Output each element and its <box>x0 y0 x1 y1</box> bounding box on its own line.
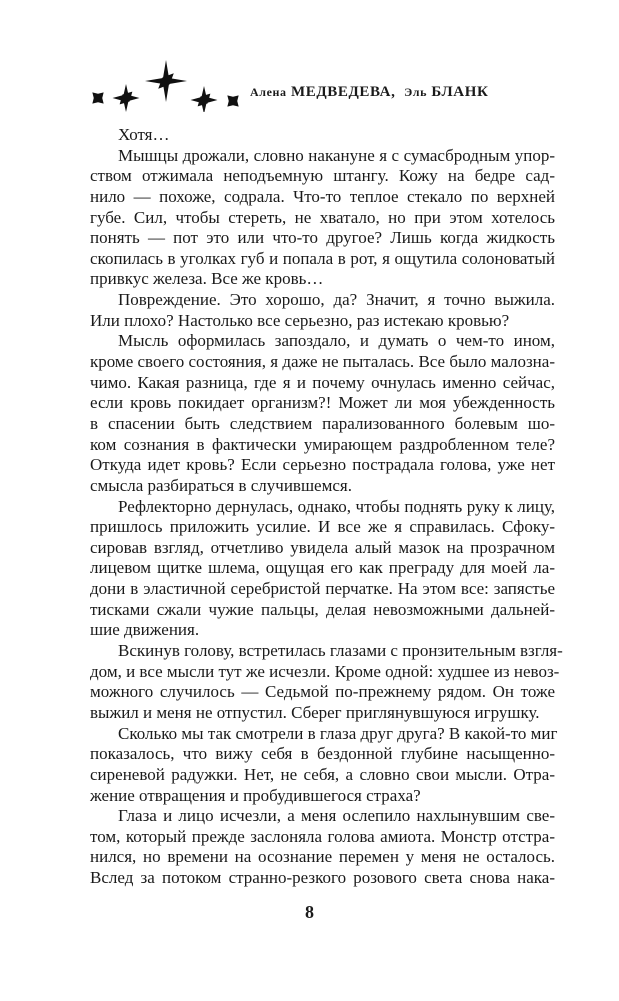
text-line: дом, и все мысли тут же исчезли. Кроме одной: худшее из невоз- <box>90 661 560 681</box>
text-line: Мышцы дрожали, словно накануне я с сумасбродным упор- <box>118 145 555 165</box>
paragraph <box>90 331 555 496</box>
text-line: Вскинув голову, встретилась глазами с пронзительным взгля- <box>118 641 563 661</box>
text-line: пришлось приложить усилие. И все же я справилась. Сфоку- <box>90 517 555 537</box>
body-text <box>90 125 563 889</box>
text-line: дони в эластичной серебристой перчатке. На этом все: запястье <box>90 579 555 599</box>
text-line: Откуда идет кровь? Если серьезно пострадала голова, уже нет <box>90 455 555 475</box>
text-line: понять — пот это или что-то другое? Лишь когда жидкость <box>90 228 555 248</box>
text-line: Повреждение. Это хорошо, да? Значит, я точно выжила. <box>118 290 555 310</box>
text-line: Мысль оформилась запоздало, и думать о чем-то ином, <box>118 331 555 351</box>
paragraph <box>90 290 555 331</box>
text-line: Рефлекторно дернулась, однако, чтобы поднять руку к лицу, <box>118 496 555 516</box>
running-header-authors <box>250 84 489 101</box>
text-line: том, который прежде заслоняла голова амиота. Монстр отстра- <box>90 826 555 846</box>
text-line: скопилась в уголках губ и попала в рот, я ощутила солоноватый <box>90 248 555 268</box>
text-line: кроме своего состояния, я даже не пыталась. Все было малозна- <box>90 352 555 372</box>
text-line: если кровь покидает организм?! Может ли моя убежденность <box>90 393 555 413</box>
text-line: Хотя… <box>118 125 170 144</box>
paragraph <box>90 723 558 807</box>
text-line: смысла разбираться в случившемся. <box>90 475 352 495</box>
text-line: губе. Сил, чтобы стереть, не хватало, но при этом хотелось <box>90 207 555 227</box>
coauthor-first-name: Эль <box>404 85 428 99</box>
stars-ornament-icon <box>86 56 246 112</box>
coauthor-last-name: БЛАНК <box>431 84 489 100</box>
text-line: тисками сжали чужие пальцы, делая невозможными дальней- <box>90 599 555 619</box>
text-line: выжил и меня не отпустил. Сберег приглянувшуюся игрушку. <box>90 702 540 722</box>
text-line: сировав взгляд, отчетливо увидела алый мазок на прозрачном <box>90 537 555 557</box>
text-line: показалось, что вижу себя в бездонной глубине насыщенно- <box>90 744 555 764</box>
text-line: нило — похоже, содрала. Что-то теплое стекало по верхней <box>90 186 555 206</box>
text-line: нился, но времени на осознание перемен у меня не осталось. <box>90 847 555 867</box>
page-number: 8 <box>305 902 314 922</box>
text-line: сиреневой радужки. Нет, не себя, а словно свои мысли. Отра- <box>90 764 555 784</box>
text-line: можного случилось — Седьмой по-прежнему рядом. Он тоже <box>90 682 555 702</box>
paragraph <box>90 146 555 290</box>
paragraph <box>90 806 555 889</box>
text-line: жение отвращения и пробудившегося страха? <box>90 785 421 805</box>
text-line: Вслед за потоком странно-резкого розового света снова нака- <box>90 868 555 888</box>
author-first-name: Алена <box>250 85 287 99</box>
text-line: лицевом щитке шлема, ощущая его как преграду для моей ла- <box>90 558 555 578</box>
text-line: чимо. Какая разница, где я и почему очнулась именно сейчас, <box>90 372 555 392</box>
text-line: в спасении быть следствием парализованного болевым шо- <box>90 413 555 433</box>
text-line: ством отжимала неподъемную штангу. Кожу на бедре сад- <box>90 166 555 186</box>
text-line: привкус железа. Все же кровь… <box>90 269 324 289</box>
paragraph <box>90 125 555 146</box>
text-line: Глаза и лицо исчезли, а меня ослепило нахлынувшим све- <box>118 806 555 826</box>
author-last-name: МЕДВЕДЕВА, <box>291 84 396 100</box>
paragraph <box>90 641 563 724</box>
text-line: Сколько мы так смотрели в глаза друг друга? В какой-то миг <box>118 723 558 743</box>
text-line: Или плохо? Настолько все серьезно, раз истекаю кровью? <box>90 310 510 330</box>
text-line: шие движения. <box>90 620 200 640</box>
text-line: ком сознания в фактически умирающем раздробленном теле? <box>90 434 555 454</box>
paragraph <box>90 497 555 641</box>
